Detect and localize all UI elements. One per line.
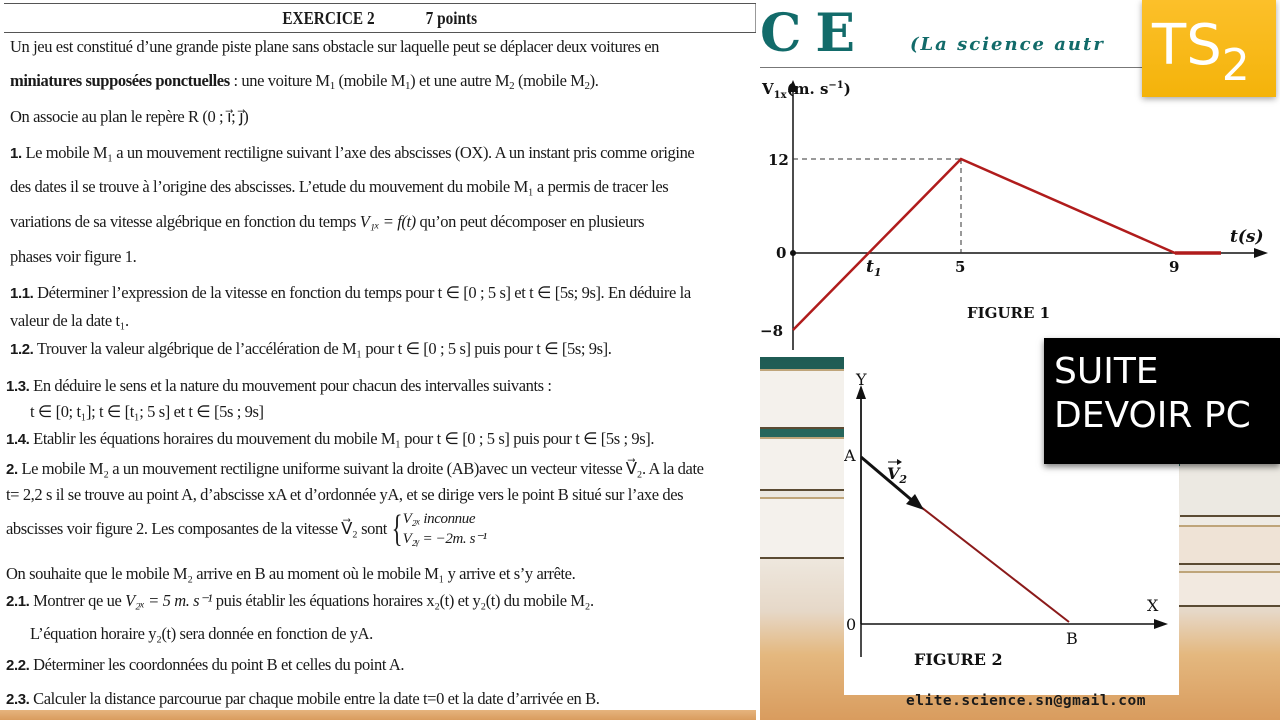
x-axis-arrow-icon <box>1254 248 1268 258</box>
svg-text:0: 0 <box>846 615 857 634</box>
q1-line-3: variations de sa vitesse algébrique en fonction du temps V₁ₓ = f(t) qu’on peut décomposer en plusieurs <box>10 212 645 231</box>
q13-line-2: t ∈ [0; t₁]; t ∈ [t₁; 5 s] et t ∈ [5s ; 9s] <box>30 402 264 421</box>
q2-line-2: t= 2,2 s il se trouve au point A, d’abscisse xA et d’ordonnée yA, et se dirige vers le point B situé sur l’axe des <box>6 485 684 504</box>
exercise-title: EXERCICE 2 <box>282 7 375 28</box>
svg-text:B: B <box>1066 629 1078 648</box>
header-rule <box>760 67 1150 68</box>
svg-text:9: 9 <box>1169 258 1180 276</box>
svg-text:−8: −8 <box>760 322 784 340</box>
svg-text:A: A <box>844 446 856 465</box>
q13-line-1: 1.3. En déduire le sens et la nature du mouvement pour chacun des intervalles suivants : <box>6 376 552 395</box>
svg-text:X: X <box>1147 596 1159 615</box>
svg-text:5: 5 <box>955 258 966 276</box>
q11-line-1: 1.1. Déterminer l’expression de la vitesse en fonction du temps pour t ∈ [0 ; 5 s] et t ∈ [5s; 9s]. En déduire la <box>10 283 691 302</box>
svg-text:Y: Y <box>856 370 867 389</box>
svg-text:0: 0 <box>776 244 787 262</box>
intro-line-3: On associe au plan le repère R (0 ; ı⃗; ȷ⃗) <box>10 107 249 126</box>
q21-line-2: L’équation horaire y₂(t) sera donnée en fonction de yA. <box>30 624 373 643</box>
wood-table-background <box>0 710 760 720</box>
intro-line-2: miniatures supposées ponctuelles : une voiture $M_1$ (mobile $M_1$) et une autre $M_2$ (mobile $M_2$). <box>10 71 599 92</box>
q2-line-3: abscisses voir figure 2. Les composantes de la vitesse V⃗₂ sont { V₂ₓ inconnue V₂ᵧ = −2m. s⁻¹ <box>6 508 487 550</box>
velocity-components: { V₂ₓ inconnue V₂ᵧ = −2m. s⁻¹ <box>391 508 487 550</box>
svg-text:V2: $V_2$ <box>887 464 908 486</box>
svg-text:t(s): t(s) <box>1230 227 1264 247</box>
suite-devoir-overlay: SUITE DEVOIR PC <box>1044 338 1280 464</box>
brace-symbol: { <box>391 508 402 550</box>
q1-line-2: des dates il se trouve à l’origine des abscisses. L’etude du mouvement du mobile M₁ a permis de tracer les <box>10 177 669 196</box>
figure-1-velocity-graph <box>756 70 1280 360</box>
figures-panel <box>756 0 1280 720</box>
level-badge-ts2: $TS_2$ <box>1142 0 1276 97</box>
q2-line-1: 2. Le mobile M₂ a un mouvement rectiligne uniforme suivant la droite (AB)avec un vecteur vitesse V⃗₂. A la date <box>6 459 704 478</box>
exercise-points: 7 points <box>425 7 478 28</box>
q23-line: 2.3. Calculer la distance parcourue par chaque mobile entre la date t=0 et la date d’arrivée en B. <box>6 689 600 708</box>
brand-tagline: (La science autr <box>910 34 1105 55</box>
q22-line: 2.2. Déterminer les coordonnées du point B et celles du point A. <box>6 655 405 674</box>
intro-line-1: Un jeu est constitué d’une grande piste plane sans obstacle sur laquelle peut se déplacer deux voitures en <box>10 37 659 56</box>
svg-text:FIGURE 1: FIGURE 1 <box>967 304 1051 322</box>
q11-line-2: valeur de la date t₁. <box>10 311 129 330</box>
q1-line-1: 1. Le mobile M₁ a un mouvement rectiligne suivant l’axe des abscisses (OX). A un instant pris comme origine <box>10 143 695 162</box>
q1-line-4: phases voir figure 1. <box>10 247 137 266</box>
brand-logo: CE <box>760 3 870 64</box>
svg-text:V1x(m. s−1): $V_{1x}(m$. $s^{-1}$) <box>762 80 851 101</box>
svg-text:FIGURE 2: FIGURE 2 <box>914 650 1003 669</box>
q14-line: 1.4. Etablir les équations horaires du mouvement du mobile M₁ pour t ∈ [0 ; 5 s] puis pour t ∈ [5s ; 9s]. <box>6 429 655 448</box>
svg-text:12: 12 <box>768 151 789 169</box>
q21-line-1: 2.1. Montrer qe ue V₂ₓ = 5 m. s⁻¹ puis établir les équations horaires x₂(t) et y₂(t) du mobile M₂. <box>6 591 594 610</box>
exercise-header <box>4 3 756 33</box>
x-axis-arrow-icon <box>1154 619 1168 629</box>
svg-text:t1: $t_1$ <box>866 257 882 279</box>
q2-line-4: On souhaite que le mobile M₂ arrive en B au moment où le mobile M₁ y arrive et s’y arrête. <box>6 564 576 583</box>
contact-email: elite.science.sn@gmail.com <box>906 693 1146 709</box>
q12-line: 1.2. Trouver la valeur algébrique de l’accélération de M₁ pour t ∈ [0 ; 5 s] puis pour t ∈ [5s; 9s]. <box>10 339 612 358</box>
